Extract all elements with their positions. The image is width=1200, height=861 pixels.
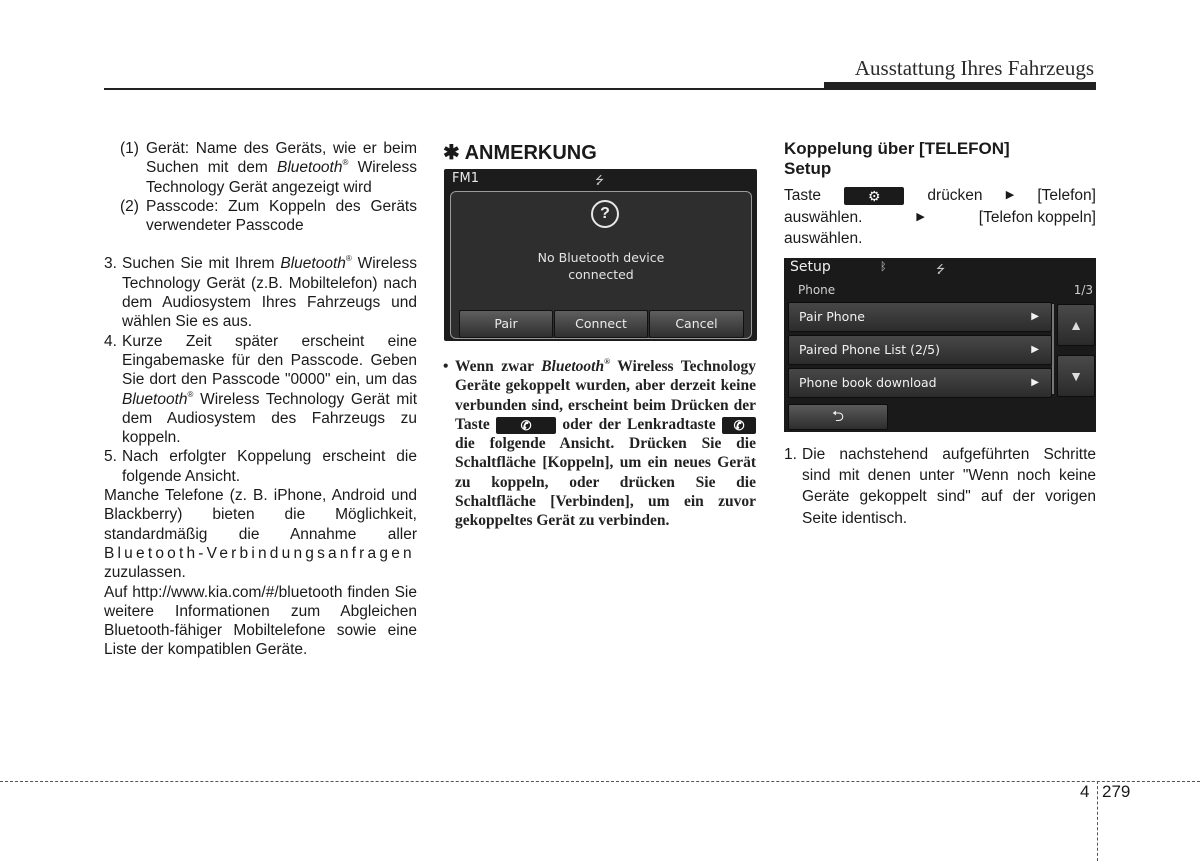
back-button[interactable]: ⮌ xyxy=(788,404,888,430)
screen-title: FM1 xyxy=(452,171,479,186)
page-header-title: Ausstattung Ihres Fahrzeugs xyxy=(854,56,1094,80)
connect-button[interactable]: Connect xyxy=(554,310,648,338)
scroll-divider xyxy=(1052,304,1054,394)
page-indicator: 1/3 xyxy=(1073,283,1093,297)
column-right: Koppelung über [TELEFON] Setup Taste ⚙ drücken ▶ [Telefon] auswählen. ▶ [Telefon koppeln] auswählen. xyxy=(784,139,1096,247)
setup-phone-screenshot xyxy=(784,258,1096,432)
step-3: 3. Suchen Sie mit Ihrem Bluetooth® Wireless Technology Gerät (z.B. Mobiltelefon) nach dem Audiosystem Ihres Fahrzeugs und wählen Sie es aus. xyxy=(104,254,417,331)
paragraph-auto-accept: Manche Telefone (z. B. iPhone, Android und Blackberry) bieten die Möglichkeit, standardmäßig die Annahme aller Bluetooth-Verbindungsanfragen zuzulassen. xyxy=(104,487,417,582)
footer-rule xyxy=(0,781,1200,782)
step-5: 5. Nach erfolgter Koppelung erscheint die folgende Ansicht. xyxy=(104,448,417,485)
dialog-message: No Bluetooth device connected xyxy=(537,250,665,282)
menu-item-phonebook[interactable]: Phone book download ▶ xyxy=(788,368,1052,398)
arrow-right-icon: ▶ xyxy=(1005,189,1015,201)
list-item-device: (1) Gerät: Name des Geräts, wie er beim Suchen mit dem Bluetooth® Wireless Technology Gerät angezeigt wird xyxy=(120,140,418,196)
page-number: 279 xyxy=(1102,782,1131,801)
screen-subtitle: Phone xyxy=(798,283,836,297)
bluetooth-dialog-screenshot xyxy=(444,169,757,341)
usb-icon: ⭍ xyxy=(936,264,946,276)
phone-icon: ✆ xyxy=(496,417,556,434)
footer-divider xyxy=(1097,781,1098,861)
cancel-button[interactable]: Cancel xyxy=(649,310,744,338)
section-heading: Koppelung über [TELEFON] Setup xyxy=(784,139,1010,178)
bluetooth-icon: ᛒ xyxy=(880,261,887,273)
note-heading: ✱ ANMERKUNG xyxy=(443,142,597,164)
scroll-down-icon[interactable]: ▼ xyxy=(1057,355,1095,397)
no-device-dialog xyxy=(450,191,752,339)
usb-icon: ⭍ xyxy=(595,175,605,187)
arrow-right-icon: ▶ xyxy=(916,210,925,223)
chevron-right-icon: ▶ xyxy=(1031,377,1039,388)
question-icon: ? xyxy=(591,200,619,228)
step-1: 1. Die nachstehend aufgeführten Schritte sind mit denen unter "Wenn noch keine Geräte gekoppelt sind" auf der vorigen Seite identisch. xyxy=(784,446,1096,527)
header-rule xyxy=(104,88,1096,90)
chevron-right-icon: ▶ xyxy=(1031,311,1039,322)
chapter-number: 4 xyxy=(1080,782,1090,801)
scroll-up-icon[interactable]: ▲ xyxy=(1057,304,1095,346)
gear-icon: ⚙ xyxy=(844,187,904,205)
menu-item-pair-phone[interactable]: Pair Phone ▶ xyxy=(788,302,1052,332)
screen-title: Setup xyxy=(790,259,831,275)
steering-phone-icon: ✆ xyxy=(722,417,756,434)
note-text: • Wenn zwar Bluetooth® Wireless Technology Geräte gekoppelt wurden, aber derzeit keine verbunden sind, erscheint beim Drücken der Taste ✆ oder der Lenkradtaste ✆ die folgende Ansicht. Drücken Sie die Schaltfläche [Koppeln], um ein neues Gerät zu koppeln, oder drücken Sie die Schaltfläche [Verbinden], um ein zuvor gekoppeltes Gerät zu verbinden. xyxy=(443,357,756,530)
list-item-passcode: (2) Passcode: Zum Koppeln des Geräts verwendeter Passcode xyxy=(120,197,417,235)
menu-item-paired-list[interactable]: Paired Phone List (2/5) ▶ xyxy=(788,335,1052,365)
chevron-right-icon: ▶ xyxy=(1031,344,1039,355)
step-4: 4. Kurze Zeit später erscheint eine Eingabemaske für den Passcode. Geben Sie dort den Passcode "0000" ein, um das Bluetooth® Wireless Technology Gerät mit dem Audiosystem des Fahrzeugs zu koppeln. xyxy=(104,332,417,447)
pair-button[interactable]: Pair xyxy=(459,310,553,338)
paragraph-website-info: Auf http://www.kia.com/#/bluetooth finden Sie weitere Informationen zum Abgleichen Bluetooth-fähiger Mobiltelefone sowie eine Liste der kompatiblen Geräte. xyxy=(104,583,417,659)
column-left xyxy=(104,139,417,660)
